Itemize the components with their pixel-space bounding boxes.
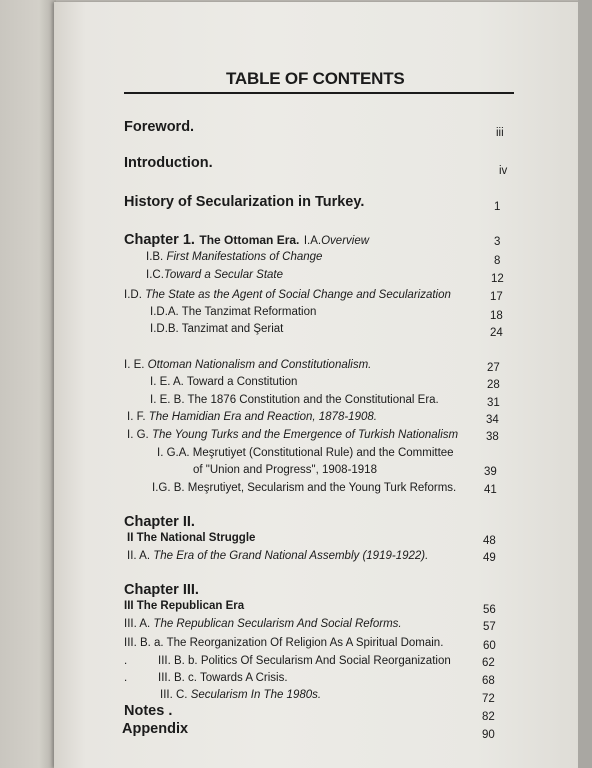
toc-entry-iiia: III. A. The Republican Secularism And Social Reforms. xyxy=(124,618,402,630)
toc-entry-iia: II. A. The Era of the Grand National Assembly (1919-1922). xyxy=(127,550,429,562)
chapter-1-title: The Ottoman Era. xyxy=(199,233,300,247)
toc-page-iiia: 57 xyxy=(483,621,496,633)
toc-entry-iiibc: III. B. c. Towards A Crisis. xyxy=(158,672,288,684)
toc-page-national-struggle: 48 xyxy=(483,535,496,547)
toc-entry-chapter-1 xyxy=(124,232,369,248)
toc-page-ic: 12 xyxy=(491,273,504,285)
stray-mark-1: . xyxy=(124,655,128,667)
toc-entry-iga-line2: of "Union and Progress", 1908-1918 xyxy=(193,464,377,476)
toc-page-iia: 49 xyxy=(483,552,496,564)
chapter-1-heading: Chapter 1. xyxy=(124,232,195,248)
toc-page-iiiba: 60 xyxy=(483,640,496,652)
toc-page-history: 1 xyxy=(494,201,501,213)
stray-mark-2: . xyxy=(124,672,128,684)
toc-page-ig: 38 xyxy=(486,431,499,443)
toc-page-if: 34 xyxy=(486,414,499,426)
toc-page-foreword: iii xyxy=(496,127,504,139)
toc-entry-iiiba: III. B. a. The Reorganization Of Religion As A Spiritual Domain. xyxy=(124,637,444,649)
document-page xyxy=(54,2,582,768)
page-edge xyxy=(578,0,592,768)
toc-entry-id: I.D. The State as the Agent of Social Change and Secularization xyxy=(124,289,451,301)
toc-entry-chapter-2: Chapter II. xyxy=(124,514,195,530)
facing-page xyxy=(0,0,56,768)
toc-entry-iiic: III. C. Secularism In The 1980s. xyxy=(160,689,322,701)
toc-entry-ig: I. G. The Young Turks and the Emergence of Turkish Nationalism xyxy=(127,429,459,441)
toc-page-iga: 39 xyxy=(484,466,497,478)
toc-entry-history: History of Secularization in Turkey. xyxy=(124,194,365,210)
toc-entry-appendix: Appendix xyxy=(122,721,189,737)
toc-entry-ic: I.C.Toward a Secular State xyxy=(146,269,284,281)
toc-entry-notes: Notes . xyxy=(124,703,173,719)
toc-title: TABLE OF CONTENTS xyxy=(226,69,405,88)
toc-page-id: 17 xyxy=(490,291,503,303)
toc-entry-republican-era: III The Republican Era xyxy=(124,600,245,612)
toc-page-iiic: 72 xyxy=(482,693,495,705)
toc-page-ib: 8 xyxy=(494,255,501,267)
toc-page-notes: 82 xyxy=(482,711,495,723)
toc-entry-ib: I.B. First Manifestations of Change xyxy=(146,251,323,263)
toc-entry-if: I. F. The Hamidian Era and Reaction, 1878-1908. xyxy=(127,411,377,423)
chapter-1-section-number: I.A. xyxy=(303,235,322,247)
toc-entry-igb: I.G. B. Meşrutiyet, Secularism and the Young Turk Reforms. xyxy=(152,482,457,494)
toc-entry-introduction: Introduction. xyxy=(124,155,213,171)
toc-entry-ieb: I. E. B. The 1876 Constitution and the Constitutional Era. xyxy=(150,394,439,406)
title-rule xyxy=(124,92,514,94)
toc-page-republican-era: 56 xyxy=(483,604,496,616)
toc-page-ieb: 31 xyxy=(487,397,500,409)
toc-entry-chapter-3: Chapter III. xyxy=(124,582,199,598)
toc-page-appendix: 90 xyxy=(482,729,495,741)
toc-page-idb: 24 xyxy=(490,327,503,339)
toc-entry-iiibb: III. B. b. Politics Of Secularism And Social Reorganization xyxy=(158,655,451,667)
toc-entry-iga: I. G.A. Meşrutiyet (Constitutional Rule) and the Committee xyxy=(157,447,454,459)
toc-page-iiibc: 68 xyxy=(482,675,495,687)
toc-entry-ida: I.D.A. The Tanzimat Reformation xyxy=(150,306,317,318)
toc-page-ie: 27 xyxy=(487,362,500,374)
toc-entry-foreword: Foreword. xyxy=(124,119,195,135)
chapter-1-section-title: Overview xyxy=(321,235,370,247)
toc-page-introduction: iv xyxy=(499,165,508,177)
toc-page-iea: 28 xyxy=(487,379,500,391)
toc-entry-idb: I.D.B. Tanzimat and Şeriat xyxy=(150,323,284,335)
toc-page-iiibb: 62 xyxy=(482,657,495,669)
toc-entry-iea: I. E. A. Toward a Constitution xyxy=(150,376,298,388)
toc-page-ida: 18 xyxy=(490,310,503,322)
toc-page-igb: 41 xyxy=(484,484,497,496)
toc-entry-national-struggle: II The National Struggle xyxy=(127,532,256,544)
toc-entry-ie: I. E. Ottoman Nationalism and Constitutionalism. xyxy=(124,359,372,371)
toc-page-chapter-1: 3 xyxy=(494,236,501,248)
